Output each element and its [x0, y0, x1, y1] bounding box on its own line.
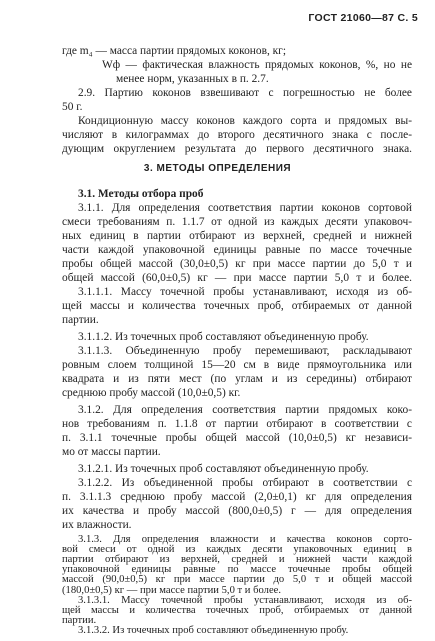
text-line: вой смеси от одной из каждых десяти упаковочных единиц в: [62, 544, 412, 556]
text-line: щей массы и количества точечных проб, отбираемых от данной: [62, 604, 412, 616]
text-line: ровным слоем толщиной 15—20 см в виде прямоугольника или: [62, 359, 412, 371]
text-line: среднюю пробу массой (10,0±0,5) кг.: [62, 387, 241, 399]
text-line: 3.1.3. Для определения влажности и качества коконов сорто-: [78, 534, 412, 545]
text-line: партии.: [62, 614, 97, 626]
text-line: ных единиц в партии отбирают из верхней, средней и нижней: [62, 230, 412, 242]
subsection-heading: 3.1. Методы отбора проб: [78, 188, 204, 200]
text-line: партии отбирают из верхней, средней и нижней части каждой: [62, 554, 412, 566]
text-line: где m₄ — масса партии прядомых коконов, кг;: [62, 45, 287, 57]
text-line: 3.1.2.2. Из объединенной пробы отбирают в соответствии с: [78, 477, 412, 489]
text-line: 3.1.1.3. Объединенную пробу перемешивают, раскладывают: [78, 345, 412, 357]
text-line: п. 3.1.1 точечные пробы общей массой (10,0±0,5) кг независи-: [62, 432, 412, 444]
text-line: смеси требованиям п. 1.1.7 от одной из каждых десяти упаковоч-: [62, 216, 412, 228]
text-line: общей массой (60,0±0,5) кг — при массе партии 5,0 т и более.: [62, 272, 412, 284]
text-line: числяют в килограммах до второго десятичного знака с после-: [62, 129, 412, 141]
text-line: упаковочной единицы равные по массе точечные пробы общей: [62, 564, 412, 576]
text-line: (180,0±0,5) кг — при массе партии 5,0 т и более.: [62, 584, 281, 596]
text-line: партии.: [62, 314, 99, 326]
text-line: менее норм, указанных в п. 2.7.: [116, 73, 269, 85]
text-line: 3.1.1. Для определения соответствия партии коконов сортовой: [78, 202, 412, 214]
text-line: 3.1.1.2. Из точечных проб составляют объединенную пробу.: [78, 331, 369, 343]
text-line: 50 г.: [62, 101, 83, 113]
text-line: Wф — фактическая влажность прядомых коконов, %, но не: [102, 59, 412, 71]
text-line: 3.1.2. Для определения соответствия партии прядомых коко-: [78, 404, 412, 416]
text-line: массой (90,0±0,5) кг при массе партии до 5,0 т и общей массой: [62, 574, 412, 586]
text-line: 3.1.3.2. Из точечных проб составляют объединенную пробу.: [78, 625, 349, 636]
text-line: 3.1.1.1. Массу точечной пробы устанавливают, исходя из об-: [78, 286, 412, 298]
section-title: 3. МЕТОДЫ ОПРЕДЕЛЕНИЯ: [143, 163, 292, 174]
text-line: 2.9. Партию коконов взвешивают с погрешностью не более: [78, 87, 412, 99]
text-line: нов требованиям п. 1.1.8 от партии отбирают в соответствии с: [62, 418, 412, 430]
text-line: части каждой упаковочной единицы равные по массе точечные: [62, 244, 412, 256]
text-line: мо от массы партии.: [62, 446, 161, 458]
text-line: 3.1.3.1. Массу точечной пробы устанавливают, исходя из об-: [78, 594, 412, 606]
text-line: Кондиционную массу коконов каждого сорта и прядомых вы-: [78, 115, 412, 127]
text-line: пробы общей массой (30,0±0,5) кг при массе партии до 5,0 т и: [62, 258, 412, 270]
text-line: их качества и пробу массой (800,0±0,5) г — для определения: [62, 505, 412, 517]
text-line: их влажности.: [62, 519, 132, 531]
text-line: 3.1.2.1. Из точечных проб составляют объединенную пробу.: [78, 463, 369, 475]
text-line: квадрата и из пяти мест (по углам и из середины) отбирают: [62, 373, 412, 385]
text-line: п. 3.1.1.3 среднюю пробу массой (2,0±0,1) кг для определения: [62, 491, 412, 503]
text-line: дующим округлением результата до первого десятичного знака.: [62, 143, 412, 155]
page-header: ГОСТ 21060—87 С. 5: [308, 12, 418, 24]
text-line: щей массы и количества точечных проб, отбираемых от данной: [62, 300, 412, 312]
